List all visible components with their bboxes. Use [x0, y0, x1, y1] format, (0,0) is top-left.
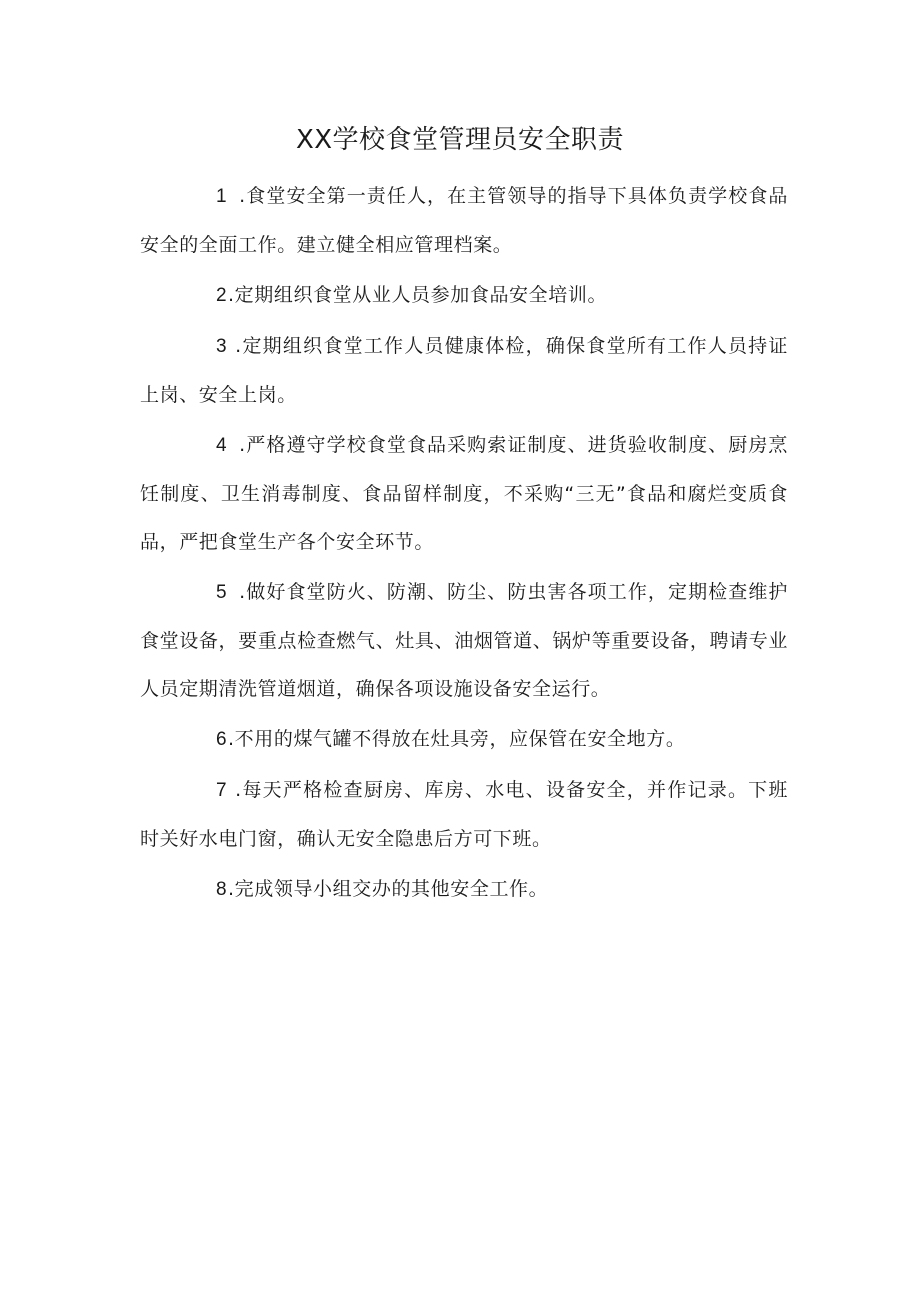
- duty-item-3: [140, 322, 788, 419]
- duty-item-6: [140, 715, 788, 764]
- item-number: 3: [216, 336, 228, 357]
- item-text: .做好食堂防火、防潮、防尘、防虫害各项工作，定期检查维护食堂设备，要重点检查燃气、灶具、油烟管道、锅炉等重要设备，聘请专业人员定期清洗管道烟道，确保各项设施设备安全运行。: [140, 581, 788, 700]
- duty-item-1: [140, 172, 788, 269]
- item-text: .每天严格检查厨房、库房、水电、设备安全，并作记录。下班时关好水电门窗，确认无安全隐患后方可下班。: [140, 779, 788, 850]
- item-text: .食堂安全第一责任人，在主管领导的指导下具体负责学校食品安全的全面工作。建立健全相应管理档案。: [140, 185, 788, 256]
- item-number: 7: [216, 780, 228, 801]
- duty-item-7: [140, 766, 788, 863]
- duty-item-8: [140, 865, 788, 914]
- item-text: .不用的煤气罐不得放在灶具旁，应保管在安全地方。: [228, 728, 686, 750]
- document-title: XX学校食堂管理员安全职责: [295, 125, 625, 155]
- duty-item-5: [140, 568, 788, 713]
- item-number: 4: [216, 435, 228, 456]
- item-text: .定期组织食堂从业人员参加食品安全培训。: [228, 284, 608, 306]
- document-body: [140, 172, 788, 914]
- item-number: 5: [216, 582, 228, 603]
- item-text: .完成领导小组交办的其他安全工作。: [228, 878, 549, 900]
- item-text: .定期组织食堂工作人员健康体检，确保食堂所有工作人员持证上岗、安全上岗。: [140, 335, 788, 406]
- duty-item-2: [140, 271, 788, 320]
- item-number: 2: [216, 285, 228, 306]
- item-number: 6: [216, 729, 228, 750]
- item-text: .严格遵守学校食堂食品采购索证制度、进货验收制度、厨房烹饪制度、卫生消毒制度、食品留样制度，不采购“三无”食品和腐烂变质食品，严把食堂生产各个安全环节。: [140, 434, 788, 553]
- item-number: 1: [216, 186, 228, 207]
- item-number: 8: [216, 879, 228, 900]
- duty-item-4: [140, 421, 788, 566]
